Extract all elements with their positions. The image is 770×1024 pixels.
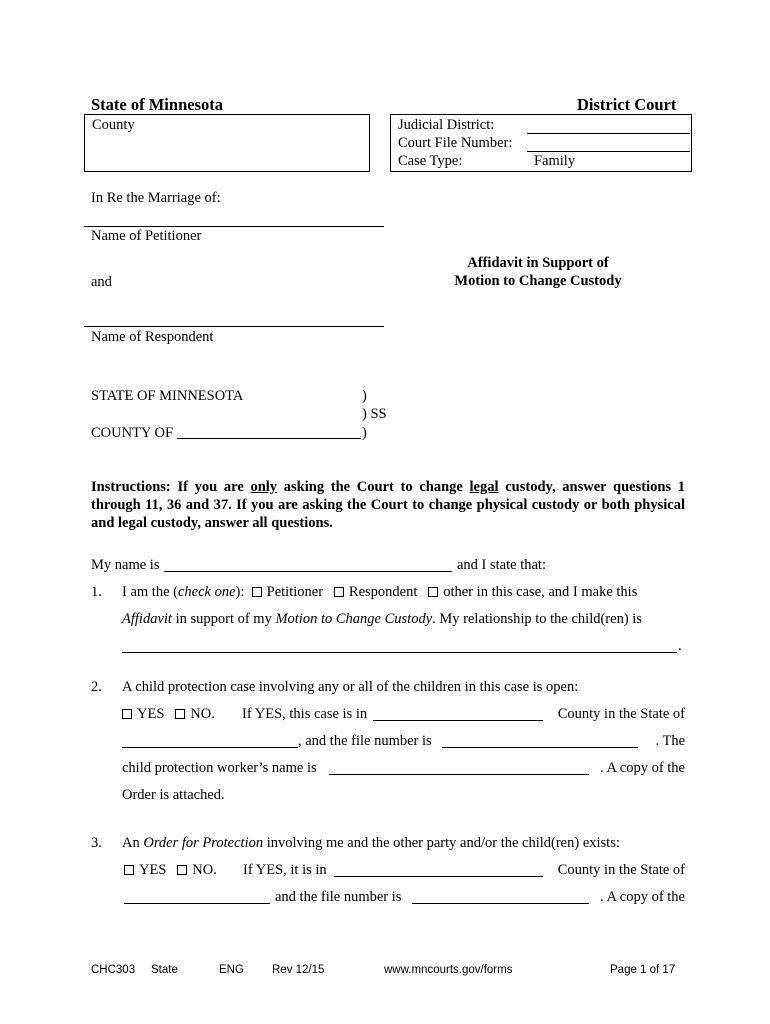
petitioner-field[interactable]: [84, 226, 384, 227]
q3-yes-checkbox[interactable]: [124, 865, 134, 875]
footer-lang: ENG: [219, 964, 244, 976]
case-type-label: Case Type:: [398, 153, 463, 169]
my-name-label: My name is: [91, 557, 160, 573]
case-info-box: [390, 114, 692, 172]
other-checkbox[interactable]: [428, 587, 438, 597]
q3-file-number-field[interactable]: [412, 903, 589, 904]
court-file-field[interactable]: [527, 151, 690, 152]
q3-copy: . A copy of the: [600, 889, 685, 905]
instructions: Instructions: If you are only asking the Court to change legal custody, answer questions 1 through 11, 36 and 37. If you are asking the Court to change physical custody or both physical and legal custody, answer all questions.: [91, 479, 686, 531]
q2-attached: Order is attached.: [122, 787, 225, 803]
q2-county-field[interactable]: [373, 720, 543, 721]
q2-copy: . A copy of the: [600, 760, 685, 776]
case-type-value: Family: [534, 153, 576, 169]
county-box[interactable]: [84, 114, 370, 172]
respondent-label: Name of Respondent: [91, 329, 214, 345]
venue-state: STATE OF MINNESOTA: [91, 388, 244, 404]
q2-worker-field[interactable]: [329, 774, 589, 775]
q3-county-field[interactable]: [334, 876, 543, 877]
county-label: County: [92, 117, 135, 133]
judicial-district-label: Judicial District:: [398, 117, 495, 133]
document-title-line2: Motion to Change Custody: [454, 273, 622, 289]
q2-number: 2.: [91, 679, 102, 695]
q3-county-state: County in the State of: [557, 862, 685, 878]
q3-number: 3.: [91, 835, 102, 851]
q3-text: An Order for Protection involving me and the other party and/or the child(ren) exists:: [122, 835, 620, 851]
in-re-label: In Re the Marriage of:: [91, 190, 221, 206]
footer-form: CHC303: [91, 964, 136, 976]
venue-paren-3: ): [362, 425, 367, 441]
venue-paren-1: ): [362, 388, 367, 404]
q1-line1: I am the (check one): Petitioner Respondent other in this case, and I make this: [122, 584, 638, 600]
q3-file-number-label: and the file number is: [275, 889, 402, 905]
q2-file-number-field[interactable]: [442, 747, 638, 748]
q3-state-field[interactable]: [124, 903, 270, 904]
q2-county-state: County in the State of: [557, 706, 685, 722]
footer-page: Page 1 of 17: [610, 964, 676, 976]
venue-county-field[interactable]: [177, 438, 361, 439]
footer-level: State: [151, 964, 178, 976]
petitioner-checkbox[interactable]: [252, 587, 262, 597]
venue-county-label: COUNTY OF: [91, 425, 174, 441]
relationship-field[interactable]: [122, 652, 677, 653]
q2-state-field[interactable]: [122, 747, 298, 748]
q1-line2: Affidavit in support of my Motion to Change Custody. My relationship to the child(ren) is: [122, 611, 642, 627]
q3-if-yes: If YES, it is in: [243, 862, 327, 878]
footer-url[interactable]: www.mncourts.gov/forms: [384, 964, 513, 976]
petitioner-label: Name of Petitioner: [91, 228, 202, 244]
venue-ss: ) SS: [362, 406, 387, 422]
footer-rev: Rev 12/15: [272, 964, 325, 976]
and-label: and: [91, 274, 112, 290]
judicial-district-field[interactable]: [527, 133, 690, 134]
q2-file-number-label: , and the file number is: [298, 733, 432, 749]
state-that-label: and I state that:: [457, 557, 546, 573]
q2-yes-no: YES NO.: [122, 706, 215, 723]
court-heading: District Court: [577, 95, 677, 114]
q2-no-checkbox[interactable]: [175, 709, 185, 719]
q2-worker-label: child protection worker’s name is: [122, 760, 317, 776]
q1-period: .: [678, 638, 682, 654]
state-heading: State of Minnesota: [91, 95, 223, 114]
document-title-line1: Affidavit in Support of: [467, 255, 609, 271]
respondent-checkbox[interactable]: [334, 587, 344, 597]
court-file-label: Court File Number:: [398, 135, 513, 151]
q3-no-checkbox[interactable]: [177, 865, 187, 875]
respondent-field[interactable]: [84, 326, 384, 327]
q2-if-yes: If YES, this case is in: [242, 706, 368, 722]
my-name-field[interactable]: [164, 571, 452, 572]
q2-text: A child protection case involving any or all of the children in this case is open:: [122, 679, 579, 695]
q1-number: 1.: [91, 584, 102, 600]
q2-yes-checkbox[interactable]: [122, 709, 132, 719]
q2-the: . The: [655, 733, 685, 749]
q3-yes-no: YES NO.: [124, 862, 217, 879]
